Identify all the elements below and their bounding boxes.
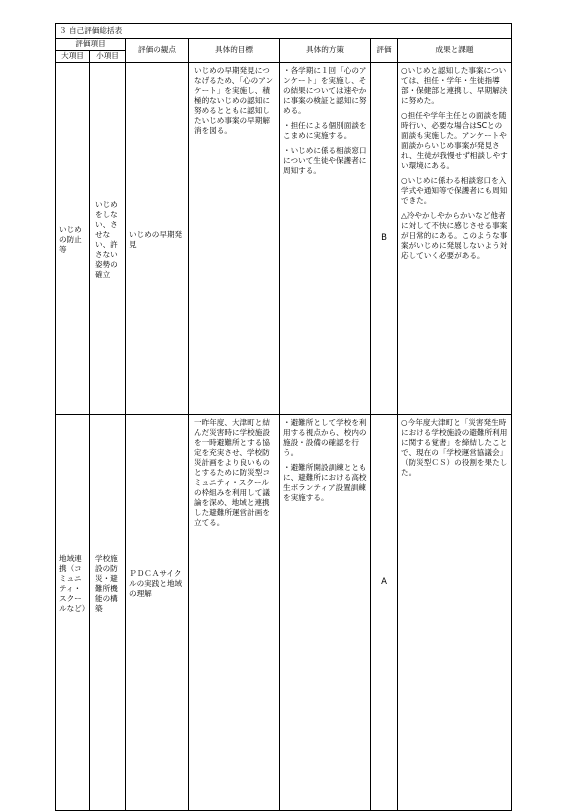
header-major: 大項目 [56,51,90,63]
measure-cell [280,63,371,415]
measure-item: ・避難所として学校を利用する視点から、校内の施設・設備の確認を行う。 [283,418,367,458]
result-cell [398,63,512,415]
section-title: ３ 自己評価総括表 [56,24,512,39]
result-item: ○いじめと認知した事案については、担任・学年・生徒指導部・保健部と連携し、早期解決に努めた。 [401,66,508,106]
table-row [56,63,512,415]
goal-text: 一昨年度、大津町と結んだ災害時に学校施設を一時避難所とする協定を充実させ、学校防災計画をより良いものとするために防災型コミュニティ・スクールの枠組みを利用して議論を深め、地域と連携した避難所運営計画を立てる。 [194,418,270,528]
grade-cell: A [371,415,398,811]
viewpoint-cell [126,415,189,811]
result-item: ○今年度大津町と「災害発生時における学校施設の避難所利用に関する覚書」を締結したことで、現在の「学校運営協議会」（防災型ＣＳ）の役割を果たした。 [401,418,508,478]
result-item: ○担任や学年主任との面談を随時行い、必要な場合はSCとの面談も実施した。アンケートや面談からいじめ事案が発見され、生徒が我慢せず相談しやすい環境にある。 [401,111,508,171]
measure-item: ・いじめに係る相談窓口について生徒や保護者に周知する。 [283,146,367,176]
minor-item-text: いじめをしない、させない、許さない姿勢の確立 [95,199,118,280]
measure-cell [280,415,371,811]
measure-item: ・担任による個別面談をこまめに実施する。 [283,121,367,141]
result-item: ○いじめに係わる相談窓口を入学式や通知等で保護者にも周知できた。 [401,176,508,206]
viewpoint-cell [126,63,189,415]
header-viewpoint: 評価の観点 [126,39,189,63]
table-row [56,415,512,811]
major-item-text: 地域連携（コミュニティ・スクールなど） [59,553,90,614]
result-cell [398,415,512,811]
goal-text: いじめの早期発見につなげるため、「心のアンケート」を実施し、積極的ないじめの認知に努めるとともに認知したいじめ事案の早期解消を図る。 [194,66,274,136]
result-item: △冷やかしやからかいなど他者に対して不快に感じさせる事案が日常的にある。このような事案がいじめに発展しないよう対応していく必要がある。 [401,211,508,261]
header-measure: 具体的方策 [280,39,371,63]
measure-item: ・避難所開設訓練とともに、避難所における高校生ボランティア設置訓練を実施する。 [283,463,367,503]
major-item-text: いじめの防止等 [59,224,82,254]
header-minor: 小項目 [90,51,126,63]
header-grade: 評価 [371,39,398,63]
header-goal: 具体的目標 [189,39,280,63]
viewpoint-text: ＰＤＣＡサイクルの実践と地域の理解 [129,568,183,598]
minor-item-cell [90,415,126,811]
header-result: 成果と課題 [398,39,512,63]
header-item-group: 評価項目 [56,39,126,51]
major-item-cell [56,63,90,415]
minor-item-text: 学校施設の防災・避難所機能の構築 [95,553,118,614]
measure-item: ・各学期に１回「心のアンケート」を実施し、その結果については速やかに事案の検証と認知に努める。 [283,66,367,116]
grade-cell: B [371,63,398,415]
minor-item-cell [90,63,126,415]
major-item-cell [56,415,90,811]
self-evaluation-table [55,23,512,811]
goal-cell [189,63,280,415]
goal-cell [189,415,280,811]
viewpoint-text: いじめの早期発見 [129,229,183,249]
